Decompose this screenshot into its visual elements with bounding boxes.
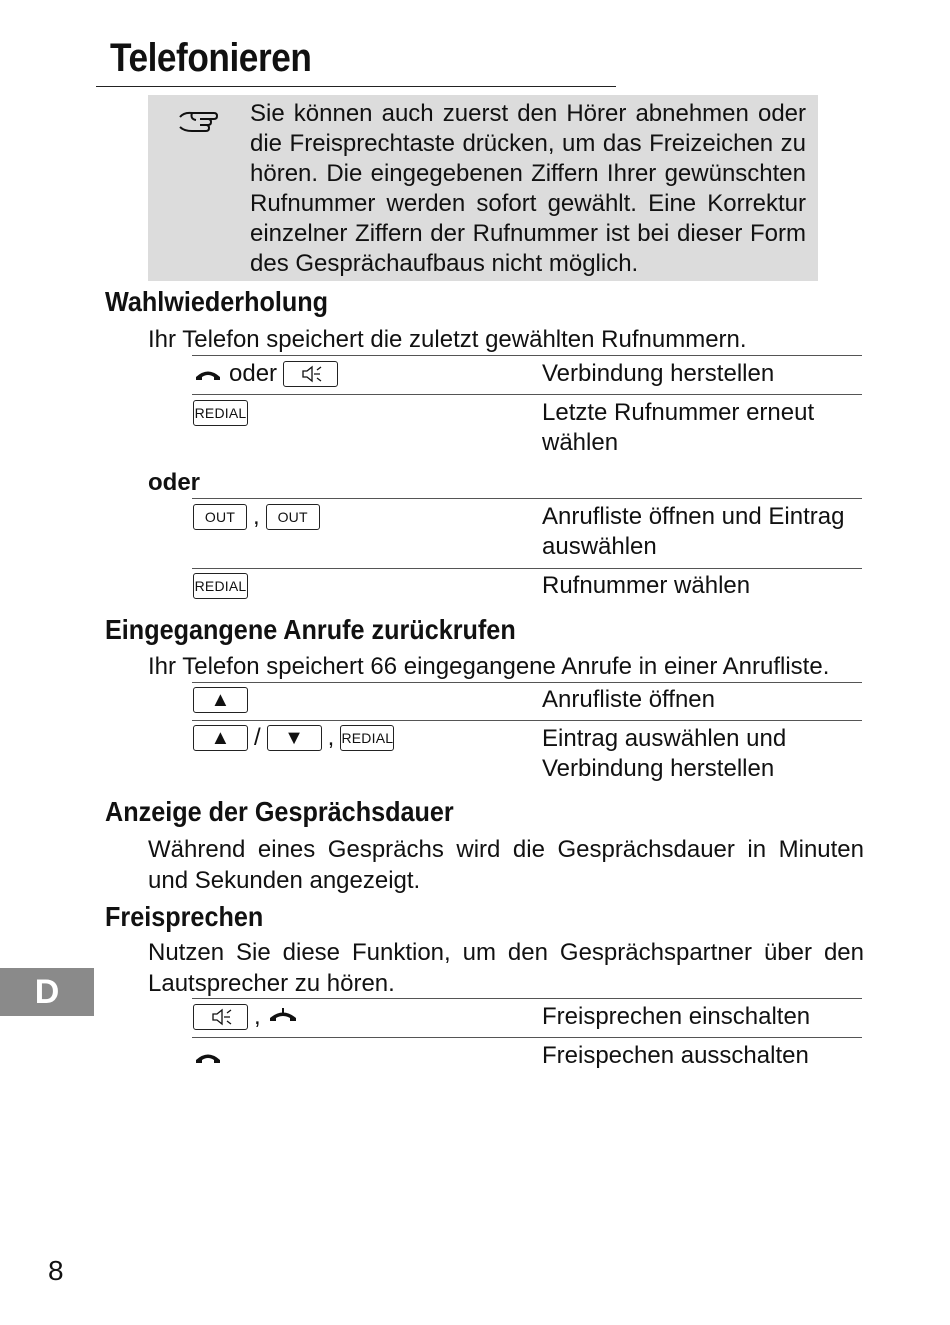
speaker-icon [208,1008,234,1026]
table-divider [192,498,862,499]
oder-text: oder [229,360,278,387]
duration-text: Während eines Gesprächs wird die Gesprächsdauer in Minuten und Sekunden angezeigt. [148,836,864,894]
redial-intro: Ihr Telefon speichert die zuletzt gewählten Rufnummern. [148,326,747,353]
section-heading-callback: Eingegangene Anrufe zurückrufen [105,614,516,645]
handsfree-row-1-keys [193,1003,299,1031]
up-arrow-key: ▲ [193,687,248,713]
title-underline [96,86,616,87]
handset-icon [193,364,223,384]
speaker-icon [298,365,324,383]
redial-key: REDIAL [193,400,248,426]
redial-key: REDIAL [340,725,394,751]
table-divider [192,998,862,999]
handsfree-row-1-desc: Freisprechen einschalten [542,1003,811,1030]
table-divider [192,394,862,395]
note-text: Sie können auch zuerst den Hörer abnehmen oder die Freisprechtaste drücken, um das Freizeichen zu hören. Die eingegebenen Ziffern Ihrer gewünschten Rufnummer werden sofort gewählt. Eine Korrektur einzelner Ziffern der Rufnummer ist bei dieser Form des Gesprächaufbaus nicht möglich. [250,100,806,277]
redial-row-4-desc: Rufnummer wählen [542,572,751,599]
redial-row-2-desc: Letzte Rufnummer erneut wählen [542,399,815,456]
handsfree-row-2-desc: Freispechen ausschalten [542,1042,809,1069]
table-divider [192,568,862,569]
redial-row-2-keys [193,399,248,427]
speaker-key [283,361,338,387]
page-number: 8 [48,1255,64,1286]
section-heading-handsfree: Freisprechen [105,901,264,932]
comma: , [253,503,260,530]
oder-label: oder [148,469,201,496]
table-divider [192,720,862,721]
note-box [148,95,818,281]
redial-row-3-keys [193,503,320,531]
slash: / [254,724,261,751]
handsfree-intro: Nutzen Sie diese Funktion, um den Gesprächspartner über den Lautsprecher zu hören. [148,939,864,997]
section-heading-duration: Anzeige der Gesprächsdauer [105,796,454,827]
hangup-handset-icon [267,1007,299,1027]
callback-row-1-desc: Anrufliste öffnen [542,686,716,713]
table-divider [192,355,862,356]
redial-row-1-desc: Verbindung herstellen [542,360,775,387]
callback-row-2-desc: Eintrag auswählen und Verbindung herstellen [542,725,787,782]
page-title: Telefonieren [110,36,312,80]
redial-key: REDIAL [193,573,248,599]
redial-row-1-keys [193,360,338,388]
comma: , [327,724,335,751]
down-arrow-key: ▼ [267,725,322,751]
table-divider [192,682,862,683]
comma: , [254,1003,261,1030]
out-key: OUT [193,504,247,530]
callback-row-2-keys [193,724,394,752]
handsfree-row-2-keys [193,1043,223,1071]
callback-row-1-keys [193,686,248,714]
redial-row-4-keys [193,572,248,600]
up-arrow-key: ▲ [193,725,248,751]
pointing-hand-icon [178,107,220,135]
redial-row-3-desc: Anrufliste öffnen und Eintrag auswählen [542,503,845,560]
language-tab: D [0,968,94,1016]
handset-icon [193,1047,223,1067]
callback-intro: Ihr Telefon speichert 66 eingegangene Anrufe in einer Anrufliste. [148,653,830,680]
table-divider [192,1037,862,1038]
section-heading-redial: Wahlwiederholung [105,286,329,317]
out-key: OUT [266,504,320,530]
speaker-key [193,1004,248,1030]
